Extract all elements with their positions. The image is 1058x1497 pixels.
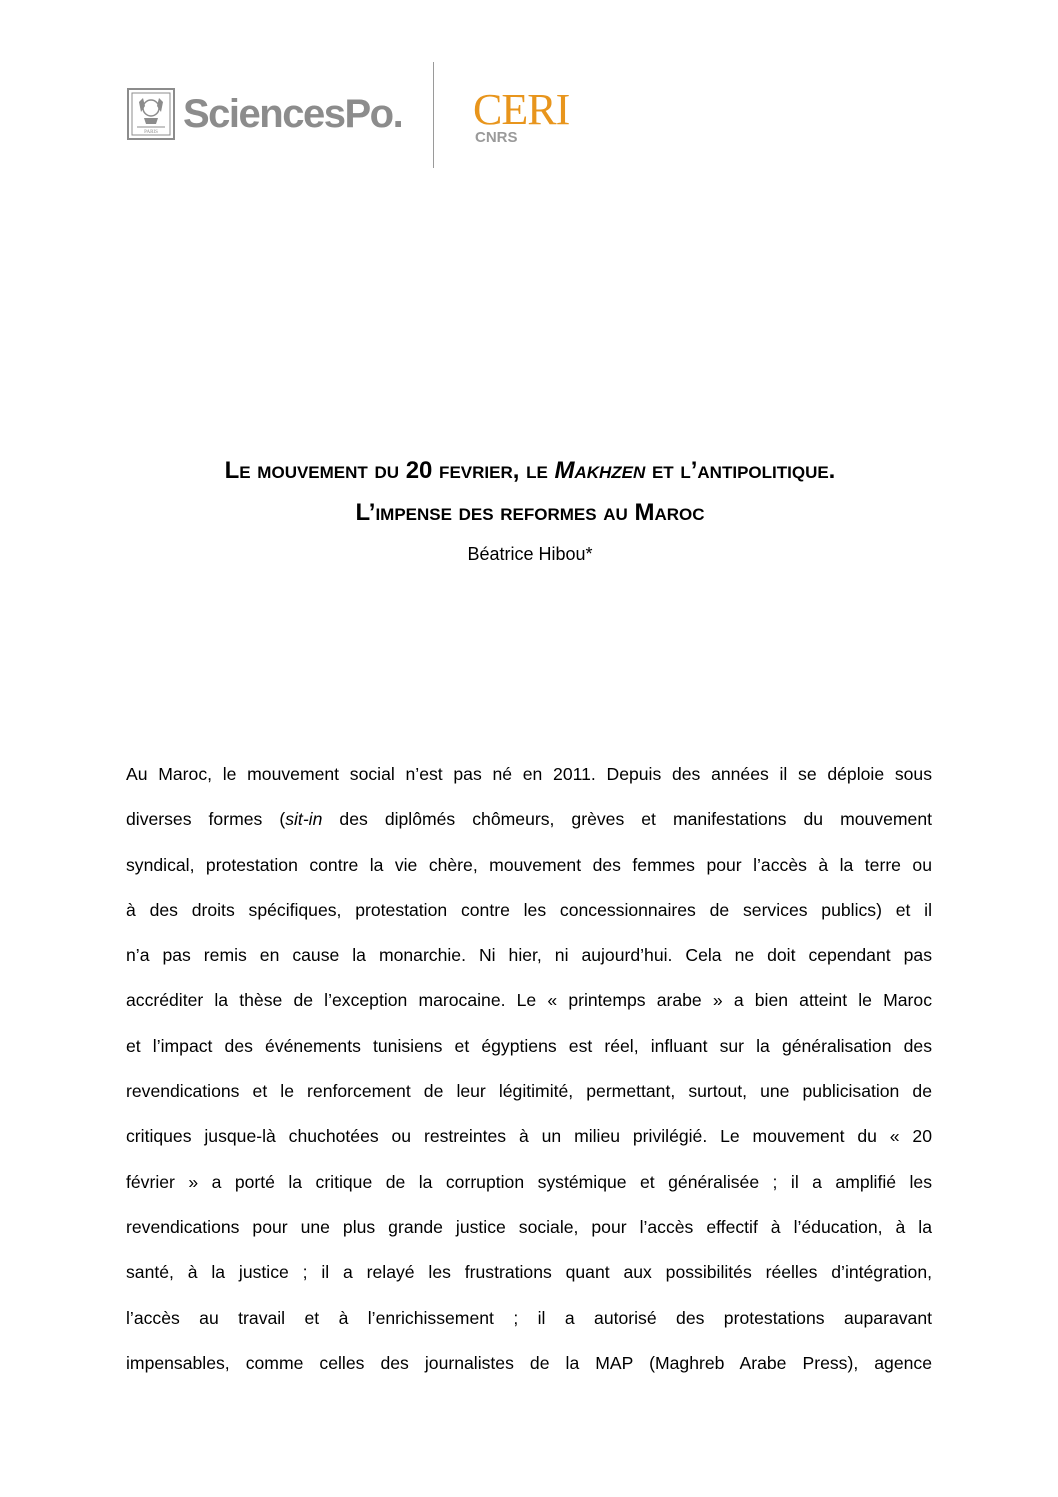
title-makhzen: Makhzen bbox=[554, 457, 646, 484]
body-line: février » a porté la critique de la corruption systémique et généralisée ; il a amplifié les bbox=[126, 1171, 932, 1192]
title-line-2: L’impense des reformes au Maroc bbox=[355, 499, 705, 526]
body-line: Au Maroc, le mouvement social n’est pas né en 2011. Depuis des années il se déploie sous bbox=[126, 764, 932, 784]
cnrs-logo-text: CNRS bbox=[475, 129, 518, 146]
author-name: Béatrice Hibou* bbox=[467, 544, 593, 564]
body-line: revendications et le renforcement de leur légitimité, permettant, surtout, une publicisation de bbox=[126, 1081, 932, 1102]
body-line: et l’impact des événements tunisiens et égyptiens est réel, influant sur la généralisation des bbox=[126, 1035, 932, 1056]
sciencespo-wordmark: SciencesPo. bbox=[183, 92, 403, 136]
body-line: impensables, comme celles des journalistes de la MAP (Maghreb Arabe Press), agence bbox=[126, 1352, 932, 1373]
body-line: l’accès au travail et à l’enrichissement ; il a autorisé des protestations auparavant bbox=[126, 1307, 932, 1328]
title-block bbox=[90, 450, 970, 568]
sciencespo-crest-icon bbox=[127, 88, 175, 140]
body-paragraph bbox=[126, 752, 932, 1386]
body-line: critiques jusque-là chuchotées ou restreintes à un milieu privilégié. Le mouvement du « 20 bbox=[126, 1126, 932, 1147]
title-line-1-end: et l’antipolitique. bbox=[645, 457, 836, 484]
body-line: n’a pas remis en cause la monarchie. Ni hier, ni aujourd’hui. Cela ne doit cependant pas bbox=[126, 945, 932, 966]
body-line: revendications pour une plus grande justice sociale, pour l’accès effectif à l’éducation, à la bbox=[126, 1216, 932, 1237]
body-line: syndical, protestation contre la vie chère, mouvement des femmes pour l’accès à la terre ou bbox=[126, 854, 932, 875]
document-header bbox=[125, 62, 585, 170]
body-line bbox=[126, 797, 932, 842]
title-line-1-start: Le mouvement du 20 fevrier, le bbox=[224, 457, 555, 484]
title-line-1 bbox=[90, 450, 970, 492]
header-divider bbox=[433, 62, 434, 168]
body-sit-in: sit-in bbox=[285, 809, 323, 830]
body-line-2-end: des diplômés chômeurs, grèves et manifestations du mouvement bbox=[322, 809, 932, 830]
ceri-logo-text: CERI bbox=[473, 85, 570, 134]
crest-caption: PARIS bbox=[144, 130, 158, 135]
body-line: à des droits spécifiques, protestation contre les concessionnaires de services publics) et il bbox=[126, 899, 932, 920]
body-line: santé, à la justice ; il a relayé les frustrations quant aux possibilités réelles d’intégration, bbox=[126, 1262, 932, 1283]
body-line-2-start: diverses formes ( bbox=[126, 809, 286, 830]
body-line: accréditer la thèse de l’exception marocaine. Le « printemps arabe » a bien atteint le Maroc bbox=[126, 990, 932, 1011]
